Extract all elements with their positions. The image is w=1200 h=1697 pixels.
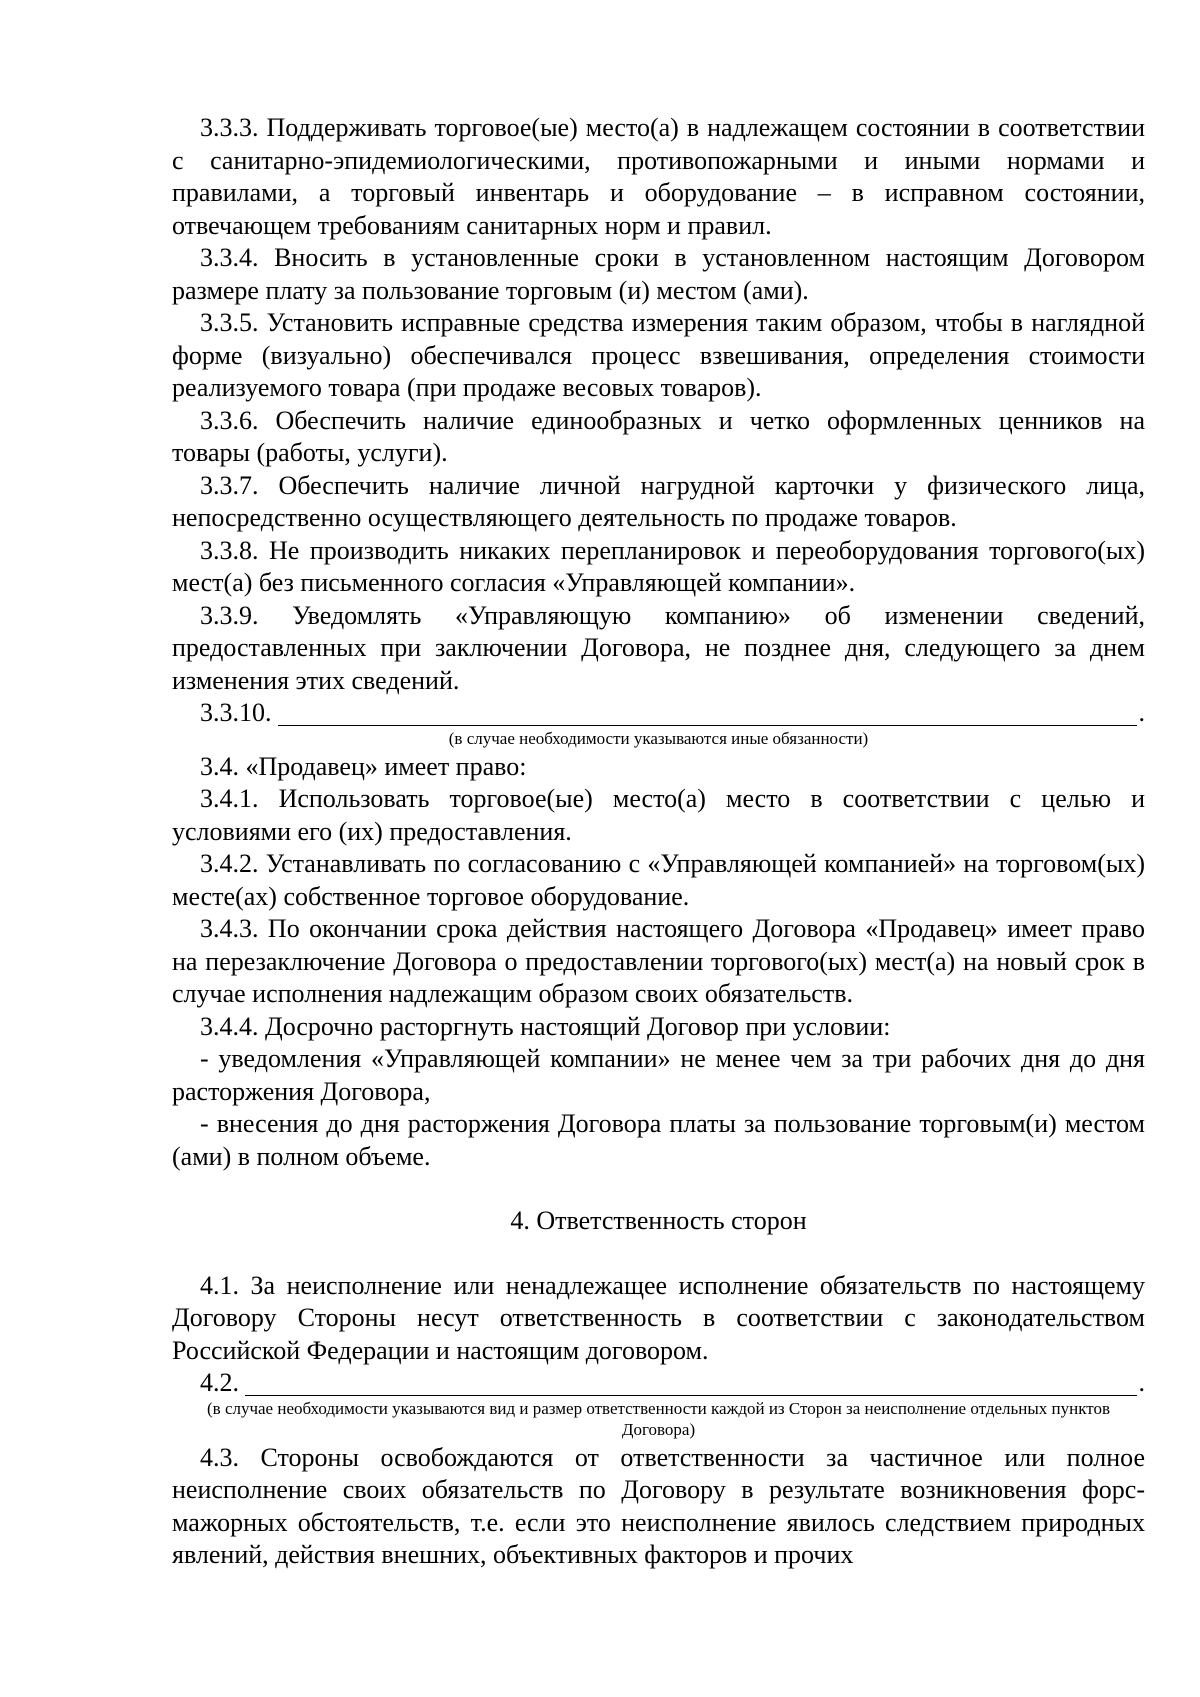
fill-in-blank-line — [278, 701, 1137, 726]
paragraph-3-3-4: 3.3.4. Вносить в установленные сроки в установленном настоящим Договором размере плату за пользование торговым (и) местом (ами). — [172, 243, 1145, 305]
paragraph-3-4-4: 3.4.4. Досрочно расторгнуть настоящий Договор при условии: — [200, 1011, 891, 1041]
paragraph-3-3-10 — [172, 697, 1145, 730]
paragraph-3-4-1: 3.4.1. Использовать торговое(ые) место(а) место в соответствии с целью и условиями его (их) предоставления. — [172, 784, 1145, 846]
paragraph-3-4: 3.4. «Продавец» имеет право: — [200, 751, 527, 781]
paragraph-3-4-4-item-b: - внесения до дня расторжения Договора платы за пользование торговым(и) местом (ами) в полном объеме. — [172, 1109, 1145, 1171]
paragraph-3-3-8: 3.3.8. Не производить никаких перепланировок и переоборудования торгового(ых) мест(а) без письменного согласия «Управляющей компании». — [172, 535, 1145, 597]
paragraph-4-1: 4.1. За неисполнение или ненадлежащее исполнение обязательств по настоящему Договору Стороны несут ответственность в соответствии с законодательством Российской Федерации и настоящим договором. — [172, 1270, 1145, 1365]
paragraph-3-3-3: 3.3.3. Поддерживать торговое(ые) место(а) в надлежащем состоянии в соответствии с санитарно-эпидемиологическими, противопожарными и иными нормами и правилами, а торговый инвентарь и оборудование – в исправном состоянии, отвечающем требованиям санитарных норм и правил. — [172, 113, 1145, 240]
document-page — [172, 112, 1145, 1572]
paragraph-3-3-7: 3.3.7. Обеспечить наличие личной нагрудной карточки у физического лица, непосредственно осуществляющего деятельность по продаже товаров. — [172, 470, 1145, 532]
blank-caption-note: (в случае необходимости указываются вид и размер ответственности каждой из Сторон за неисполнение отдельных пунктов Договора) — [207, 1398, 1110, 1439]
paragraph-number: 4.2. — [200, 1368, 239, 1397]
paragraph-4-2 — [172, 1367, 1145, 1400]
paragraph-3-3-6: 3.3.6. Обеспечить наличие единообразных и четко оформленных ценников на товары (работы, услуги). — [172, 405, 1145, 467]
blank-caption-note: (в случае необходимости указываются иные обязанности) — [448, 728, 869, 748]
fill-in-blank-line — [245, 1371, 1137, 1396]
period: . — [1138, 1368, 1145, 1397]
paragraph-4-3: 4.3. Стороны освобождаются от ответственности за частичное или полное неисполнение своих обязательств по Договору в результате возникновения форс-мажорных обстоятельств, т.е. если это неисполнение явилось следствием природных явлений, действия внешних, объективных факторов и прочих — [172, 1442, 1145, 1569]
paragraph-3-4-4-item-a: - уведомления «Управляющей компании» не менее чем за три рабочих дня до дня расторжения Договора, — [172, 1044, 1145, 1106]
section-heading: 4. Ответственность сторон — [510, 1206, 807, 1235]
paragraph-3-4-2: 3.4.2. Устанавливать по согласованию с «Управляющей компанией» на торговом(ых) месте(ах) собственное торговое оборудование. — [172, 849, 1145, 911]
period: . — [1138, 698, 1145, 727]
paragraph-3-3-5: 3.3.5. Установить исправные средства измерения таким образом, чтобы в наглядной форме (визуально) обеспечивался процесс взвешивания, определения стоимости реализуемого товара (при продаже весовых товаров). — [172, 308, 1145, 402]
paragraph-3-3-9: 3.3.9. Уведомлять «Управляющую компанию» об изменении сведений, предоставленных при заключении Договора, не позднее дня, следующего за днем изменения этих сведений. — [172, 600, 1145, 695]
paragraph-3-4-3: 3.4.3. По окончании срока действия настоящего Договора «Продавец» имеет право на перезаключение Договора о предоставлении торгового(ых) мест(а) на новый срок в случае исполнения надлежащим образом своих обязательств. — [172, 914, 1145, 1008]
paragraph-number: 3.3.10. — [200, 698, 272, 727]
